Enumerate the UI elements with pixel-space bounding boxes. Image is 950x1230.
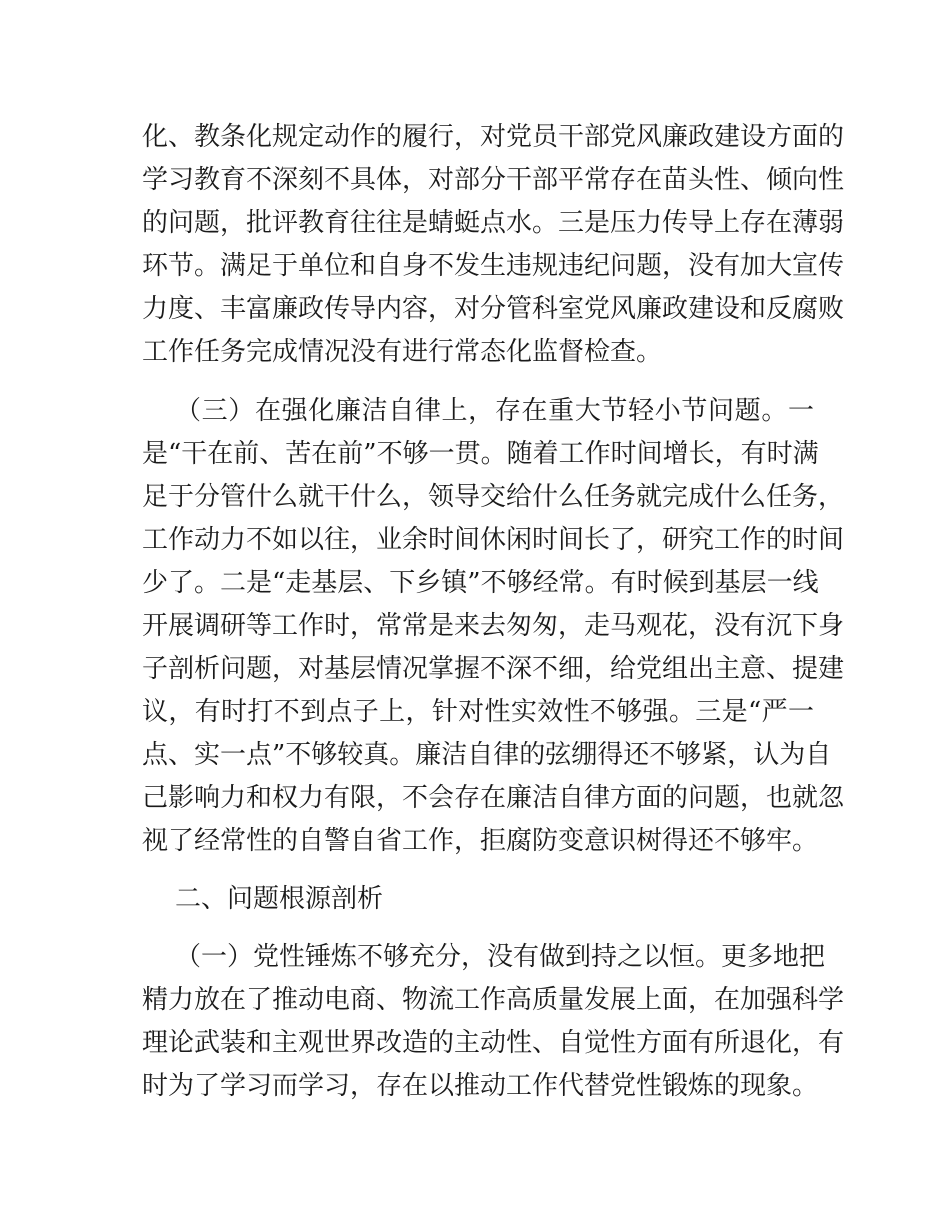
paragraph-line: 精力放在了推动电商、物流工作高质量发展上面，在加强科学 xyxy=(142,985,845,1015)
paragraph-line: （一）党性锤炼不够充分，没有做到持之以恒。更多地把 xyxy=(175,942,826,972)
paragraph-line: 力度、丰富廉政传导内容，对分管科室党风廉政建设和反腐败 xyxy=(142,294,845,324)
paragraph-line: （三）在强化廉洁自律上，存在重大节轻小节问题。一 xyxy=(175,396,814,426)
paragraph-line: 的问题，批评教育往往是蜻蜓点水。三是压力传导上存在薄弱 xyxy=(142,208,845,238)
paragraph-line: 时为了学习而学习，存在以推动工作代替党性锻炼的现象。 xyxy=(142,1071,819,1101)
paragraph-line: 视了经常性的自警自省工作，拒腐防变意识树得还不够牢。 xyxy=(142,826,819,856)
paragraph-line: 工作动力不如以往，业余时间休闲时间长了，研究工作的时间 xyxy=(142,525,845,555)
paragraph-line: 己影响力和权力有限，不会存在廉洁自律方面的问题，也就忽 xyxy=(142,783,845,813)
paragraph-line: 环节。满足于单位和自身不发生违规违纪问题，没有加大宣传 xyxy=(142,251,845,281)
paragraph-line: 学习教育不深刻不具体，对部分干部平常存在苗头性、倾向性 xyxy=(142,165,845,195)
paragraph-line: 点、实一点”不够较真。廉洁自律的弦绷得还不够紧，认为自 xyxy=(142,740,832,770)
paragraph-line: 议，有时打不到点子上，针对性实效性不够强。三是“严一 xyxy=(142,697,814,727)
paragraph-line: 化、教条化规定动作的履行，对党员干部党风廉政建设方面的 xyxy=(142,122,845,152)
paragraph-line: 少了。二是“走基层、下乡镇”不够经常。有时候到基层一线 xyxy=(142,568,819,598)
section-heading: 二、问题根源剖析 xyxy=(175,884,384,914)
paragraph-line: 开展调研等工作时，常常是来去匆匆，走马观花，没有沉下身 xyxy=(142,611,845,641)
paragraph-line: 子剖析问题，对基层情况掌握不深不细，给党组出主意、提建 xyxy=(142,654,845,684)
paragraph-line: 工作任务完成情况没有进行常态化监督检查。 xyxy=(142,337,663,367)
paragraph-line: 足于分管什么就干什么，领导交给什么任务就完成什么任务， xyxy=(142,482,845,512)
paragraph-line: 是“干在前、苦在前”不够一贯。随着工作时间增长，有时满 xyxy=(142,439,819,469)
paragraph-line: 理论武装和主观世界改造的主动性、自觉性方面有所退化，有 xyxy=(142,1028,845,1058)
